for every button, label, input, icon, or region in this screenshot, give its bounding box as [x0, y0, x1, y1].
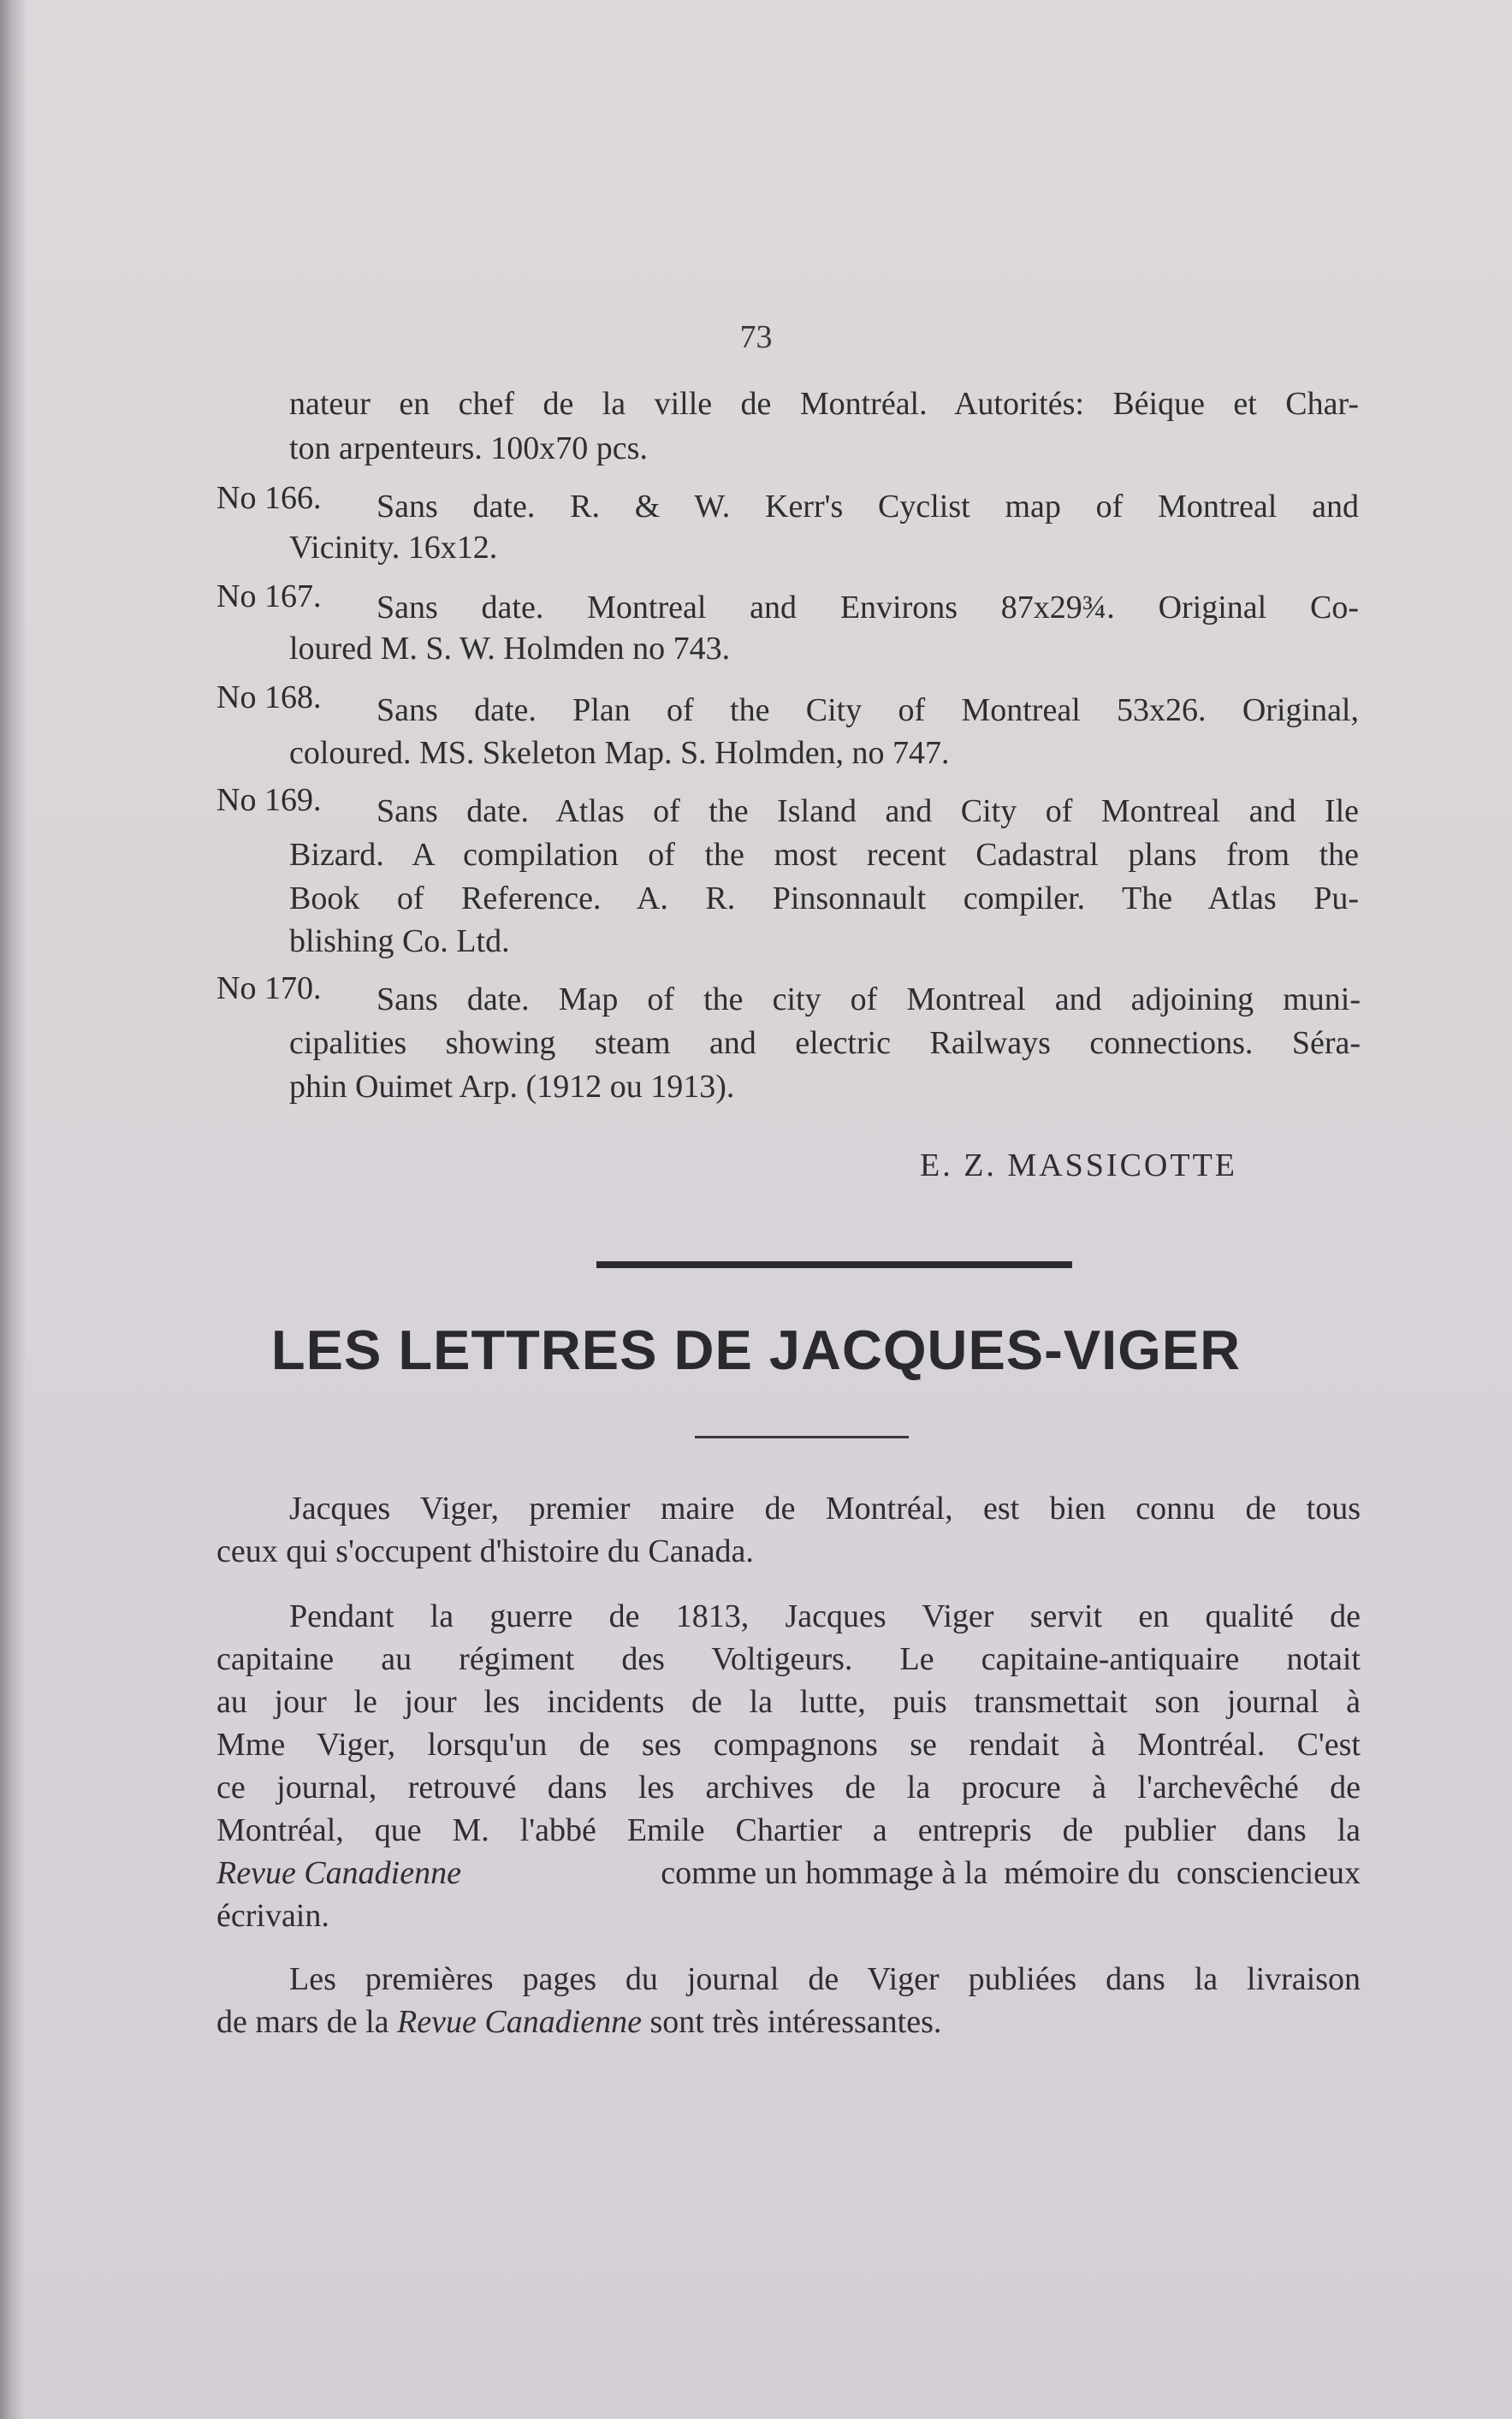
continuation-line-2: ton arpenteurs. 100x70 pcs.	[289, 430, 648, 466]
entry-number-170: No 170.	[216, 970, 322, 1006]
entry-number-169: No 169.	[216, 782, 322, 818]
p2-line-7	[216, 1852, 1361, 1894]
entry-170-line-2: cipalities showing steam and electric Railways connections. Séra-	[289, 1025, 1361, 1061]
p3-line-2-after: sont très intéressantes.	[641, 2004, 942, 2040]
p3-line-2-before: de mars de la	[216, 2004, 398, 2040]
section-divider	[596, 1261, 1072, 1268]
p1-line-1: Jacques Viger, premier maire de Montréal, est bien connu de tous	[289, 1491, 1361, 1527]
p2-line-7-rest: comme un hommage à la mémoire du consciencieux	[652, 1855, 1361, 1891]
entry-167-line-2: loured M. S. W. Holmden no 743.	[289, 631, 731, 667]
entry-167-line-1: Sans date. Montreal and Environs 87x29¾. Original Co-	[377, 590, 1359, 626]
entry-number-166: No 166.	[216, 480, 322, 516]
p2-line-3: au jour le jour les incidents de la lutte, puis transmettait son journal à	[216, 1684, 1361, 1720]
entry-number-167: No 167.	[216, 578, 322, 614]
journal-title-italic: Revue Canadienne	[216, 1855, 461, 1891]
entry-169-line-2: Bizard. A compilation of the most recent Cadastral plans from the	[289, 837, 1359, 873]
heading-underline	[695, 1436, 909, 1438]
p3-line-2	[216, 2001, 941, 2043]
entry-168-line-1: Sans date. Plan of the City of Montreal 53x26. Original,	[377, 692, 1359, 728]
entry-170-line-1: Sans date. Map of the city of Montreal and adjoining muni-	[377, 981, 1361, 1017]
author-signature: E. Z. MASSICOTTE	[920, 1147, 1237, 1183]
page-edge-shadow	[0, 0, 26, 2419]
article-heading: LES LETTRES DE JACQUES-VIGER	[270, 1319, 1242, 1381]
p2-line-5: ce journal, retrouvé dans les archives de la procure à l'archevêché de	[216, 1770, 1361, 1805]
p1-line-2: ceux qui s'occupent d'histoire du Canada.	[216, 1533, 754, 1569]
continuation-line-1: nateur en chef de la ville de Montréal. Autorités: Béique et Char-	[289, 386, 1359, 422]
p2-line-4: Mme Viger, lorsqu'un de ses compagnons se rendait à Montréal. C'est	[216, 1727, 1361, 1763]
p2-line-2: capitaine au régiment des Voltigeurs. Le capitaine-antiquaire notait	[216, 1641, 1361, 1677]
entry-168-line-2: coloured. MS. Skeleton Map. S. Holmden, no 747.	[289, 735, 950, 771]
entry-169-line-1: Sans date. Atlas of the Island and City of Montreal and Ile	[377, 793, 1359, 829]
p2-line-1: Pendant la guerre de 1813, Jacques Viger servit en qualité de	[289, 1598, 1361, 1634]
p3-line-1: Les premières pages du journal de Viger publiées dans la livraison	[289, 1961, 1361, 1997]
journal-title-italic-2: Revue Canadienne	[397, 2004, 642, 2040]
p2-line-8: écrivain.	[216, 1898, 329, 1934]
entry-166-line-2: Vicinity. 16x12.	[289, 530, 498, 566]
entry-170-line-3: phin Ouimet Arp. (1912 ou 1913).	[289, 1069, 735, 1105]
entry-169-line-4: blishing Co. Ltd.	[289, 923, 510, 959]
p2-line-6: Montréal, que M. l'abbé Emile Chartier a entrepris de publier dans la	[216, 1812, 1361, 1848]
page-number: 73	[739, 319, 773, 355]
entry-166-line-1: Sans date. R. & W. Kerr's Cyclist map of Montreal and	[377, 489, 1359, 525]
entry-number-168: No 168.	[216, 679, 322, 715]
entry-169-line-3: Book of Reference. A. R. Pinsonnault compiler. The Atlas Pu-	[289, 880, 1359, 916]
